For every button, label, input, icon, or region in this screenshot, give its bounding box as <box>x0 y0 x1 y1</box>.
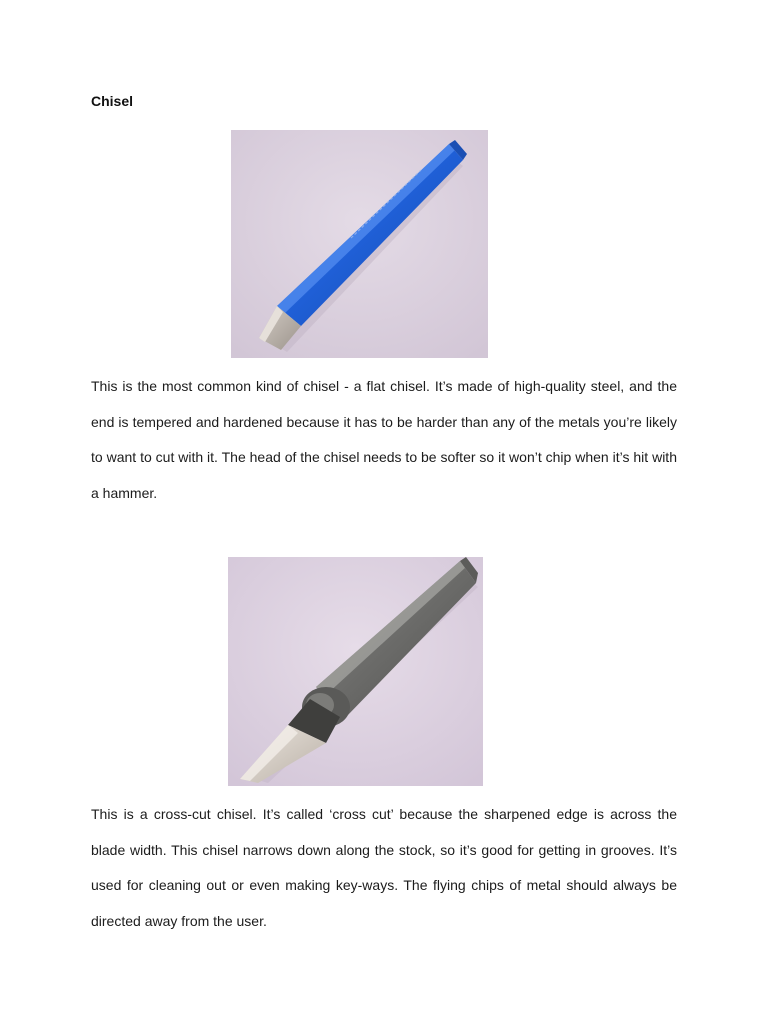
flat-chisel-photo <box>231 130 488 358</box>
cross-cut-chisel-illustration <box>228 557 483 786</box>
flat-chisel-description: This is the most common kind of chisel - a flat chisel. It’s made of high-quality steel, and the end is tempered and hardened because it has to be harder than any of the metals you’re likely to want to cut with it. The head of the chisel needs to be softer so it won’t chip when it’s hit with a hammer. <box>91 378 677 501</box>
flat-chisel-illustration <box>231 130 488 358</box>
cross-cut-chisel-description: This is a cross-cut chisel. It’s called ‘cross cut’ because the sharpened edge is across the blade width. This chisel narrows down along the stock, so it’s good for getting in grooves. It’s used for cleaning out or even making key-ways. The flying chips of metal should always be directed away from the user. <box>91 806 677 929</box>
cross-cut-chisel-photo <box>228 557 483 786</box>
page-title: Chisel <box>91 93 134 109</box>
